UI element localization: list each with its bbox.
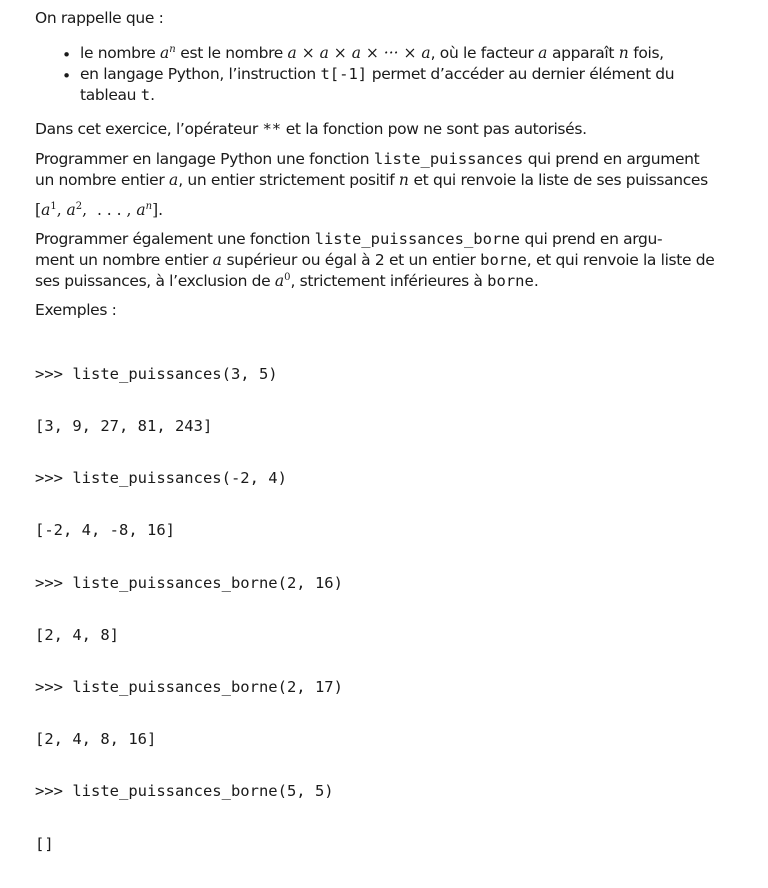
task2-line1: Programmer également une fonction liste_puissances_borne qui prend en argu- (35, 230, 663, 248)
bullet-dot: • (62, 67, 71, 85)
code-line: >>> liste_puissances_borne(5, 5) (35, 782, 334, 801)
code-line: [3, 9, 27, 81, 243] (35, 417, 213, 436)
code-line: [2, 4, 8, 16] (35, 730, 157, 749)
intro-text: On rappelle que : (35, 9, 164, 27)
bullet-dot: • (62, 46, 71, 64)
code-line: >>> liste_puissances(3, 5) (35, 364, 278, 383)
restriction-paragraph: Dans cet exercice, l’opérateur ** et la fonction pow ne sont pas autorisés. (35, 120, 587, 138)
task2-line2: ment un nombre entier a supérieur ou égal à 2 et un entier borne, et qui renvoie la liste de (35, 251, 715, 269)
code-examples (35, 331, 343, 888)
code-line: >>> liste_puissances_borne(2, 16) (35, 573, 343, 592)
bullet-last-element: en langage Python, l’instruction t[-1] permet d’accéder au dernier élément du (80, 65, 675, 83)
task1-line1: Programmer en langage Python une fonction liste_puissances qui prend en argument (35, 150, 700, 168)
code-line: >>> liste_puissances_borne(2, 17) (35, 678, 343, 697)
bullet-last-element-cont: tableau t. (80, 86, 155, 104)
code-line: >>> liste_puissances(-2, 4) (35, 469, 287, 488)
powers-formula: [$a^1$, $a^2$, . . . , $a^n$]. (35, 201, 164, 219)
code-line: [2, 4, 8] (35, 625, 119, 644)
task2-line3: ses puissances, à l’exclusion de $a^0$, strictement inférieures à borne. (35, 272, 539, 290)
bullet-power-definition: le nombre $a^n$ est le nombre a × a × a × ··· × a, où le facteur a apparaît n fois, (80, 44, 664, 62)
examples-label: Exemples : (35, 301, 117, 319)
code-line: [] (35, 834, 54, 853)
code-line: [-2, 4, -8, 16] (35, 521, 175, 540)
task1-line2: un nombre entier a, un entier strictement positif n et qui renvoie la liste de ses puissances (35, 171, 708, 189)
